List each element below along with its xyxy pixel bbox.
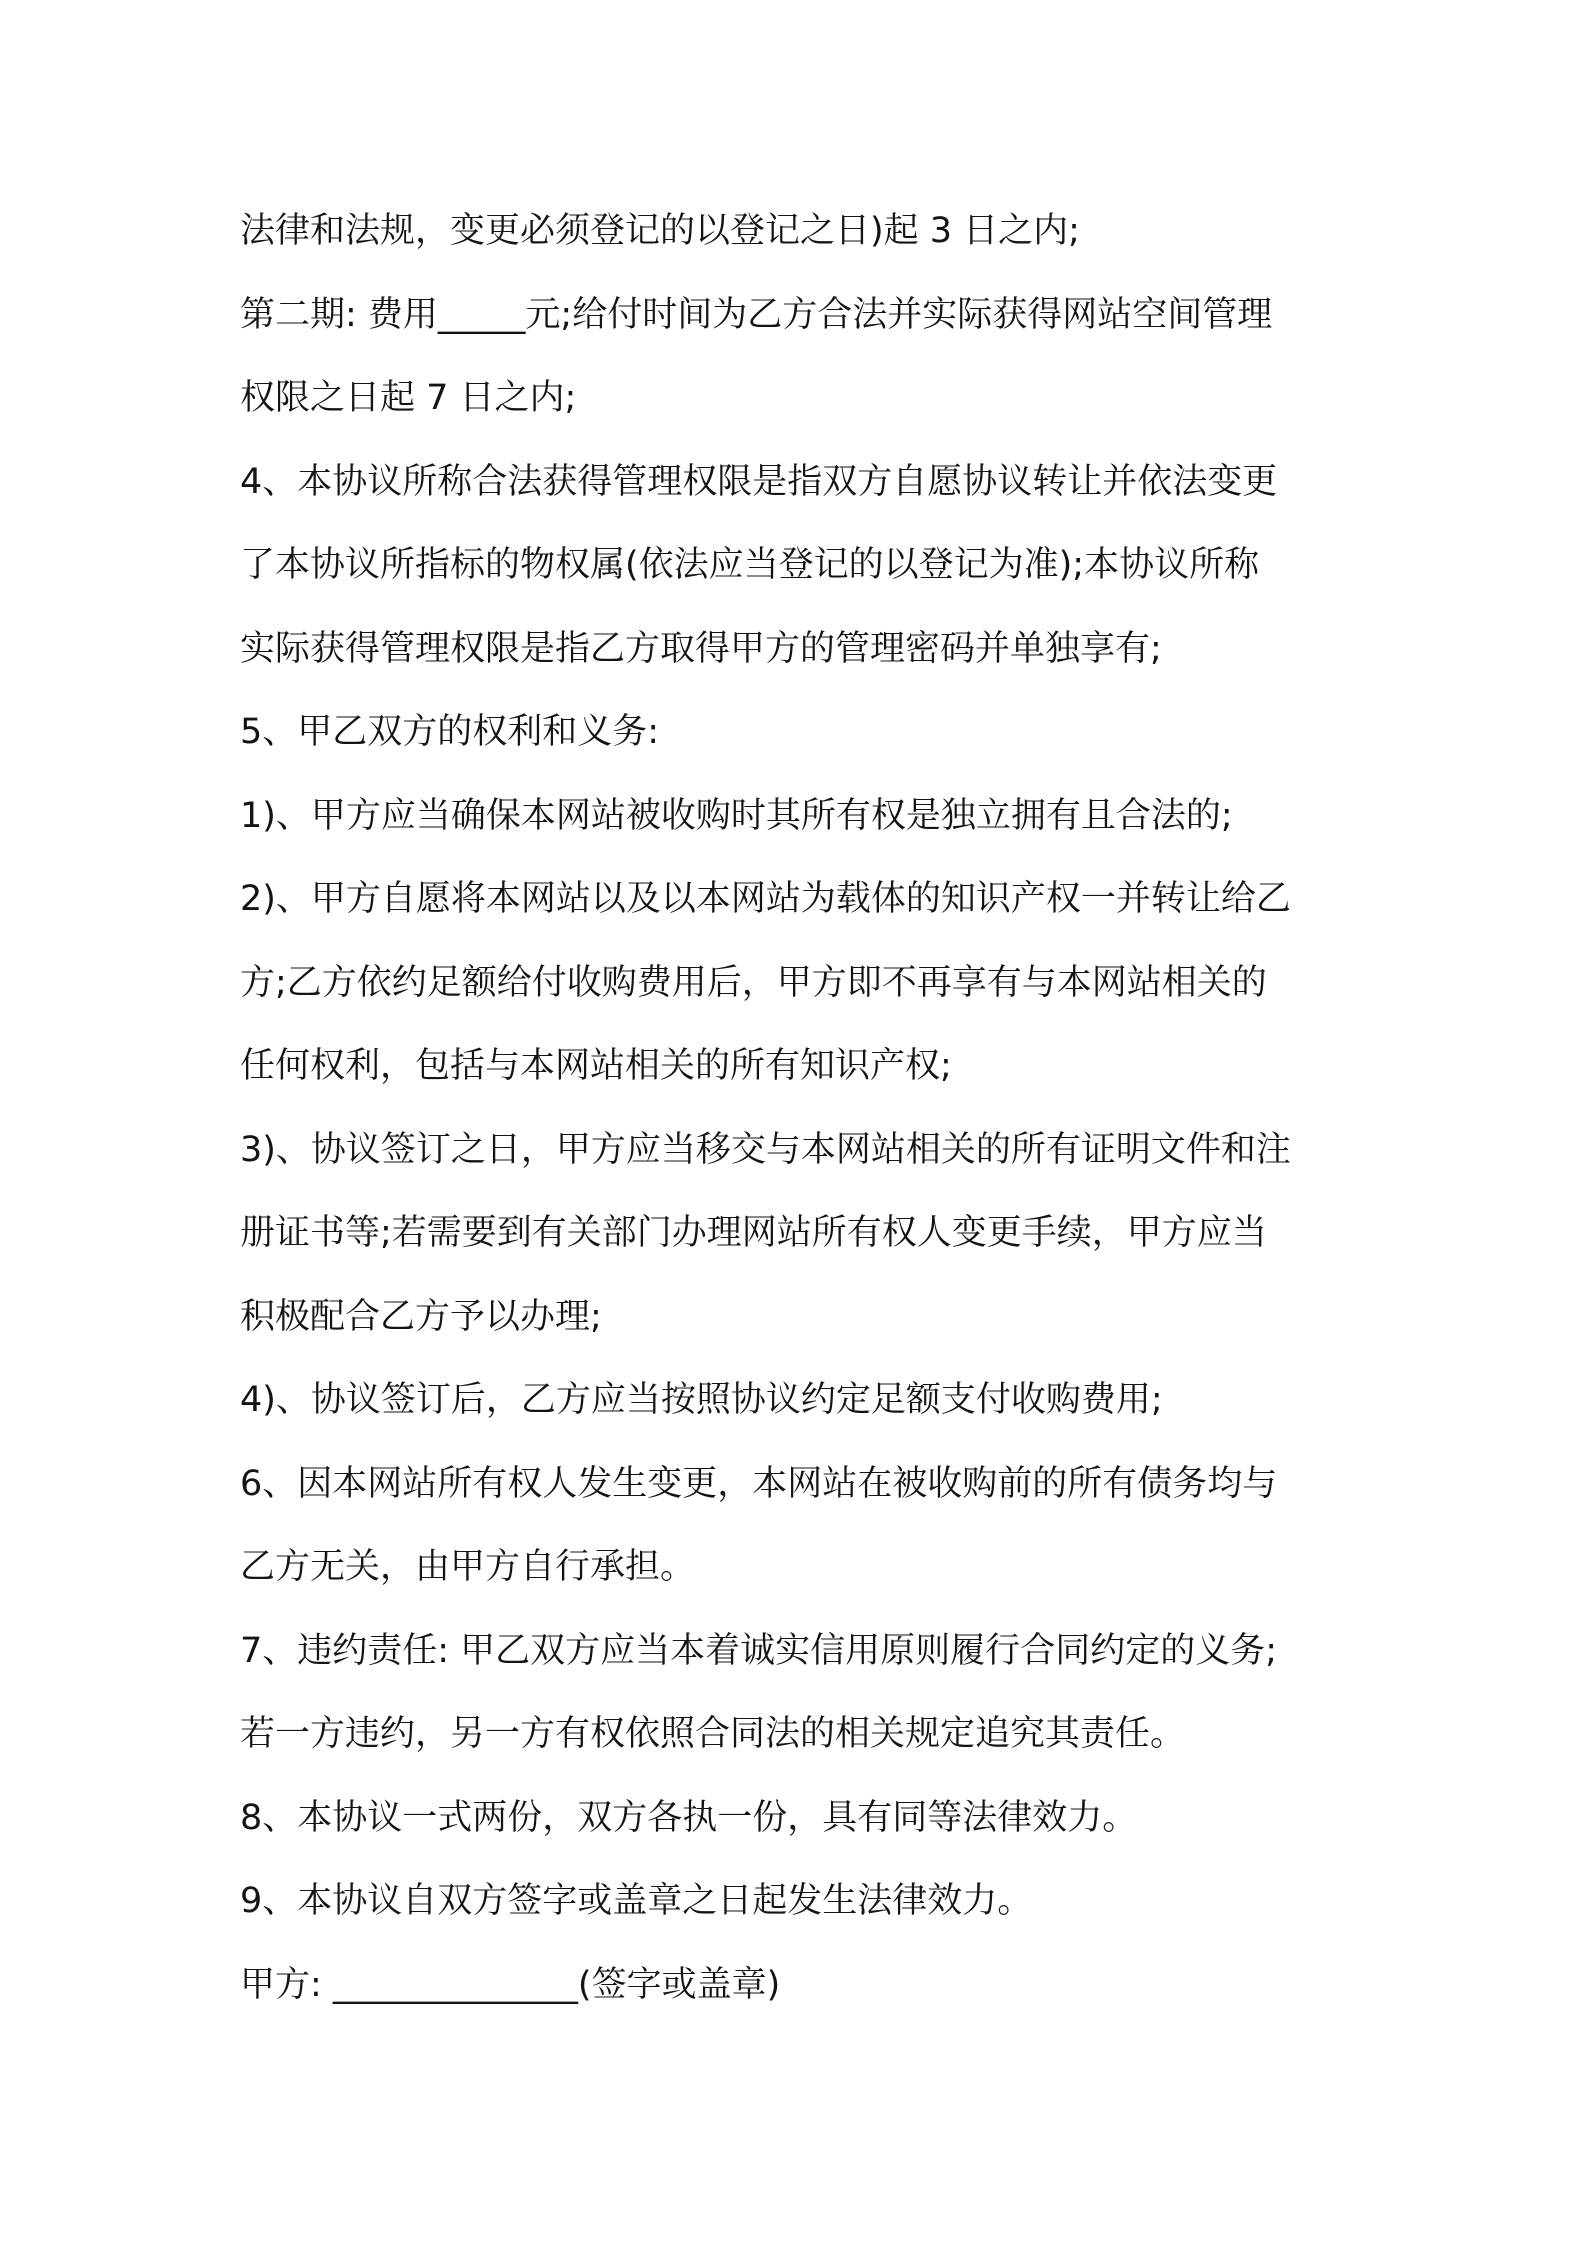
signature-line-party-a: 甲方: ______________(签字或盖章)	[240, 1964, 781, 2005]
text-line-9: 2)、甲方自愿将本网站以及以本网站为载体的知识产权一并转让给乙	[240, 879, 1291, 919]
text-line-12: 3)、协议签订之日，甲方应当移交与本网站相关的所有证明文件和注	[240, 1129, 1291, 1170]
text-line-17: 乙方无关，由甲方自行承担。	[240, 1547, 696, 1587]
text-line-2: 第二期: 费用_____元;给付时间为乙方合法并实际获得网站空间管理	[240, 294, 1273, 335]
text-line-11: 任何权利，包括与本网站相关的所有知识产权;	[240, 1046, 952, 1086]
text-line-21: 9、本协议自双方签字或盖章之日起发生法律效力。	[240, 1881, 1033, 1921]
text-line-13: 册证书等;若需要到有关部门办理网站所有权人变更手续，甲方应当	[240, 1213, 1267, 1253]
document-body	[240, 190, 1370, 2027]
text-line-6: 实际获得管理权限是指乙方取得甲方的管理密码并单独享有;	[240, 628, 1162, 669]
text-line-16: 6、因本网站所有权人发生变更，本网站在被收购前的所有债务均与	[240, 1463, 1278, 1504]
text-line-15: 4)、协议签订后，乙方应当按照协议约定足额支付收购费用;	[240, 1380, 1163, 1420]
text-line-18: 7、违约责任: 甲乙双方应当本着诚实信用原则履行合同约定的义务;	[240, 1630, 1277, 1671]
text-line-14: 积极配合乙方予以办理;	[240, 1296, 602, 1337]
text-line-8: 1)、甲方应当确保本网站被收购时其所有权是独立拥有且合法的;	[240, 795, 1233, 836]
text-line-20: 8、本协议一式两份，双方各执一份，具有同等法律效力。	[240, 1797, 1138, 1838]
text-line-10: 方;乙方依约足额给付收购费用后，甲方即不再享有与本网站相关的	[240, 962, 1267, 1003]
text-line-19: 若一方违约，另一方有权依照合同法的相关规定追究其责任。	[240, 1714, 1186, 1754]
text-line-3: 权限之日起 7 日之内;	[240, 378, 577, 418]
text-line-4: 4、本协议所称合法获得管理权限是指双方自愿协议转让并依法变更	[240, 461, 1278, 502]
text-line-1: 法律和法规，变更必须登记的以登记之日)起 3 日之内;	[240, 211, 1080, 251]
text-line-7: 5、甲乙双方的权利和义务:	[240, 712, 660, 752]
text-line-5: 了本协议所指标的物权属(依法应当登记的以登记为准);本协议所称	[240, 545, 1260, 585]
